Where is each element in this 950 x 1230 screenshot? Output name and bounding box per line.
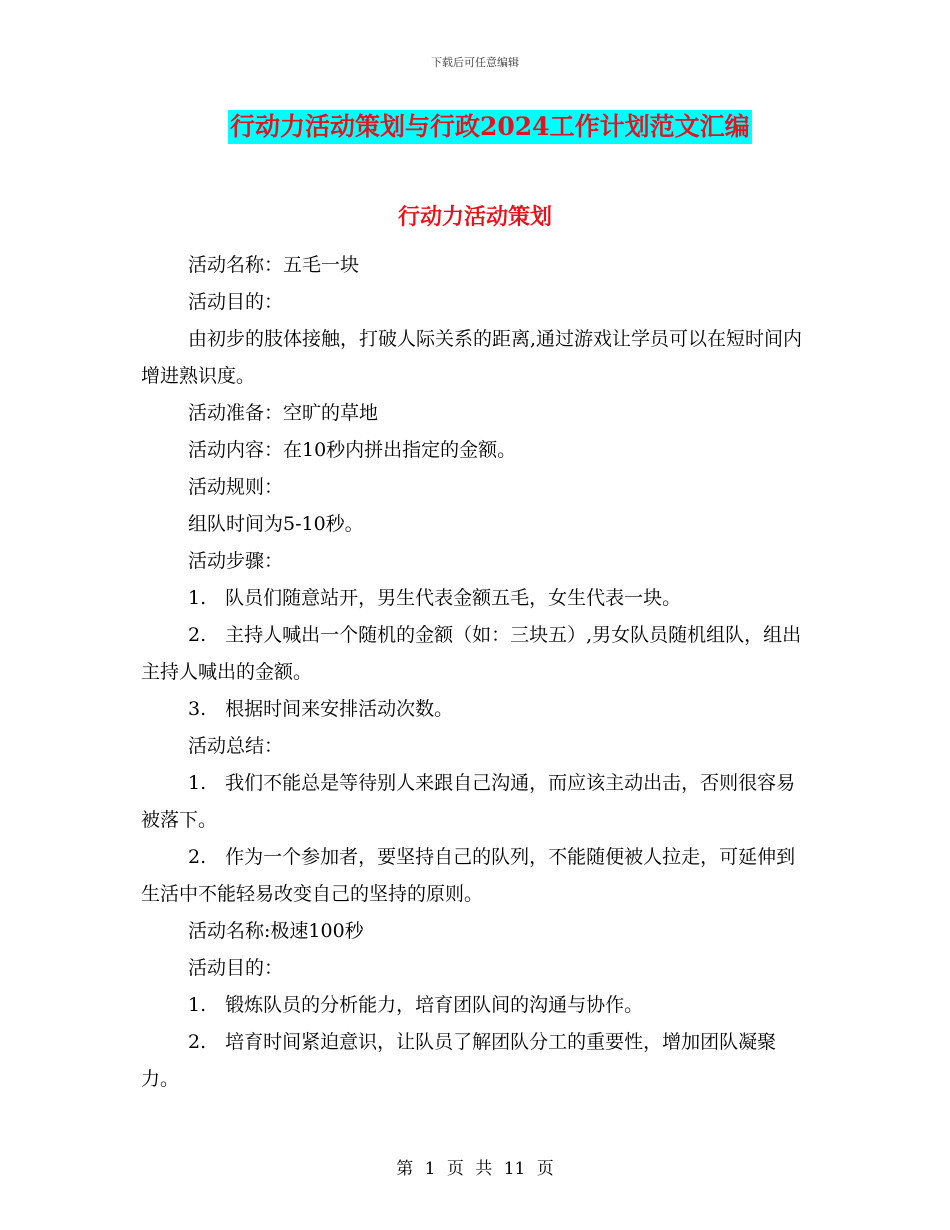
paragraph: 活动准备：空旷的草地 bbox=[188, 402, 379, 424]
paragraph: 活动目的： bbox=[188, 291, 284, 313]
list-item: 2. 培育时间紧迫意识，让队员了解团队分工的重要性，增加团队凝聚力。 bbox=[141, 1031, 777, 1090]
paragraph: 活动步骤： bbox=[188, 550, 284, 572]
paragraph: 活动目的： bbox=[188, 957, 284, 979]
paragraph: 活动规则： bbox=[188, 476, 284, 498]
list-item: 1. 队员们随意站开，男生代表金额五毛，女生代表一块。 bbox=[188, 587, 682, 609]
paragraph: 活动名称：五毛一块 bbox=[188, 254, 360, 276]
list-item: 3. 根据时间来安排活动次数。 bbox=[188, 698, 454, 720]
list-item: 2. 主持人喊出一个随机的金额（如：三块五）,男女队员随机组队，组出主持人喊出的金额。 bbox=[141, 624, 802, 683]
document-title: 行动力活动策划与行政2024工作计划范文汇编 bbox=[228, 110, 752, 144]
page-header-note: 下载后可任意编辑 bbox=[431, 56, 519, 69]
paragraph: 组队时间为5-10秒。 bbox=[188, 513, 364, 535]
list-item: 2. 作为一个参加者，要坚持自己的队列，不能随便被人拉走，可延伸到生活中不能轻易改变自己的坚持的原则。 bbox=[141, 846, 796, 905]
document-body bbox=[141, 247, 809, 1098]
paragraph: 活动总结： bbox=[188, 735, 284, 757]
page-footer: 第 1 页 共 11 页 bbox=[396, 1159, 554, 1179]
paragraph: 由初步的肢体接触，打破人际关系的距离,通过游戏让学员可以在短时间内增进熟识度。 bbox=[141, 328, 803, 387]
section-title: 行动力活动策划 bbox=[397, 204, 552, 230]
paragraph: 活动名称:极速100秒 bbox=[188, 920, 364, 942]
list-item: 1. 锻炼队员的分析能力，培育团队间的沟通与协作。 bbox=[188, 994, 644, 1016]
list-item: 1. 我们不能总是等待别人来跟自己沟通，而应该主动出击，否则很容易被落下。 bbox=[141, 772, 796, 831]
paragraph: 活动内容：在10秒内拼出指定的金额。 bbox=[188, 439, 517, 461]
